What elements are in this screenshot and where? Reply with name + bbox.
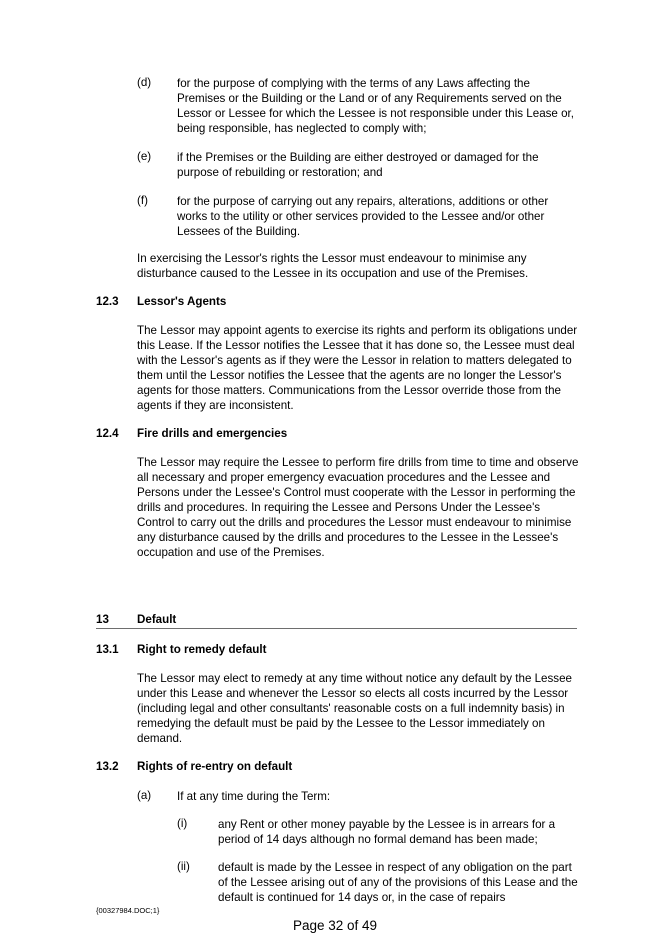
list-text-f: for the purpose of carrying out any repairs, alterations, additions or other works to the utility or other services provided to the Lessee and/or other Lessees of the Building. <box>177 195 549 238</box>
clause-body-12-3: The Lessor may appoint agents to exercise its rights and perform its obligations under this Lease. If the Lessor notifies the Lessee that it has done so, the Lessee must deal with the Lessor's agents as if they were the Lessor in relation to matters delegated to them until the Lessor notifies the Lessee that the agents are no longer the Lessor's agents for those matters. Communications from the Lessor override those from the agents if they are inconsistent. <box>137 324 578 412</box>
sublist-text-i: any Rent or other money payable by the Lessee is in arrears for a period of 14 days although no formal demand has been made; <box>218 818 556 846</box>
clause-number-13-2: 13.2 <box>96 760 119 773</box>
sublist-text-ii: default is made by the Lessee in respect of any obligation on the part of the Lessee arising out of any of the provisions of this Lease and the default is continued for 14 days or, in the case of repairs <box>218 861 578 904</box>
section-heading-13: Default <box>137 613 177 626</box>
list-label-f: (f) <box>137 194 148 207</box>
page-number: Page 32 of 49 <box>292 918 378 933</box>
list-label-d: (d) <box>137 76 152 89</box>
clause-heading-13-1: Right to remedy default <box>137 643 267 656</box>
clause-body-13-1: The Lessor may elect to remedy at any time without notice any default by the Lessee under this Lease and whenever the Lessor so elects all costs incurred by the Lessor (including legal and other consultants' reasonable costs on a full indemnity basis) in remedying the default must be paid by the Lessee to the Lessor immediately on demand. <box>137 672 572 745</box>
section-divider <box>96 628 577 629</box>
clause-body-12-4: The Lessor may require the Lessee to perform fire drills from time to time and observe all necessary and proper emergency evacuation procedures and the Lessee and Persons under the Lessee's Control must cooperate with the Lessor in performing the drills and procedures. In requiring the Lessee and Persons Under the Lessee's Control to carry out the drills and procedures the Lessor must endeavour to minimise any disturbance caused by the drills and procedures to the Lessee in the Lessee's occupation and use of the Premises. <box>137 456 579 559</box>
list-text-a: If at any time during the Term: <box>177 790 331 803</box>
list-label-e: (e) <box>137 150 152 163</box>
document-reference: {00327984.DOC;1} <box>96 906 160 915</box>
list-label-a: (a) <box>137 789 152 802</box>
clause-heading-13-2: Rights of re-entry on default <box>137 760 293 773</box>
clause-number-12-3: 12.3 <box>96 295 119 308</box>
sublist-label-ii: (ii) <box>177 860 190 873</box>
clause-heading-12-4: Fire drills and emergencies <box>137 427 288 440</box>
list-text-e: if the Premises or the Building are either destroyed or damaged for the purpose of rebuilding or restoration; and <box>177 151 539 179</box>
clause-number-12-4: 12.4 <box>96 427 119 440</box>
section-number-13: 13 <box>96 613 109 626</box>
sublist-label-i: (i) <box>177 817 188 830</box>
list-text-d: for the purpose of complying with the terms of any Laws affecting the Premises or the Building or the Land or of any Requirements served on the Lessor or Lessee for which the Lessee is not responsible under this Lease or, being responsible, has neglected to comply with; <box>177 77 574 135</box>
clause-heading-12-3: Lessor's Agents <box>137 295 227 308</box>
paragraph-exercising-rights: In exercising the Lessor's rights the Lessor must endeavour to minimise any disturbance caused to the Lessee in its occupation and use of the Premises. <box>137 252 529 280</box>
clause-number-13-1: 13.1 <box>96 643 119 656</box>
